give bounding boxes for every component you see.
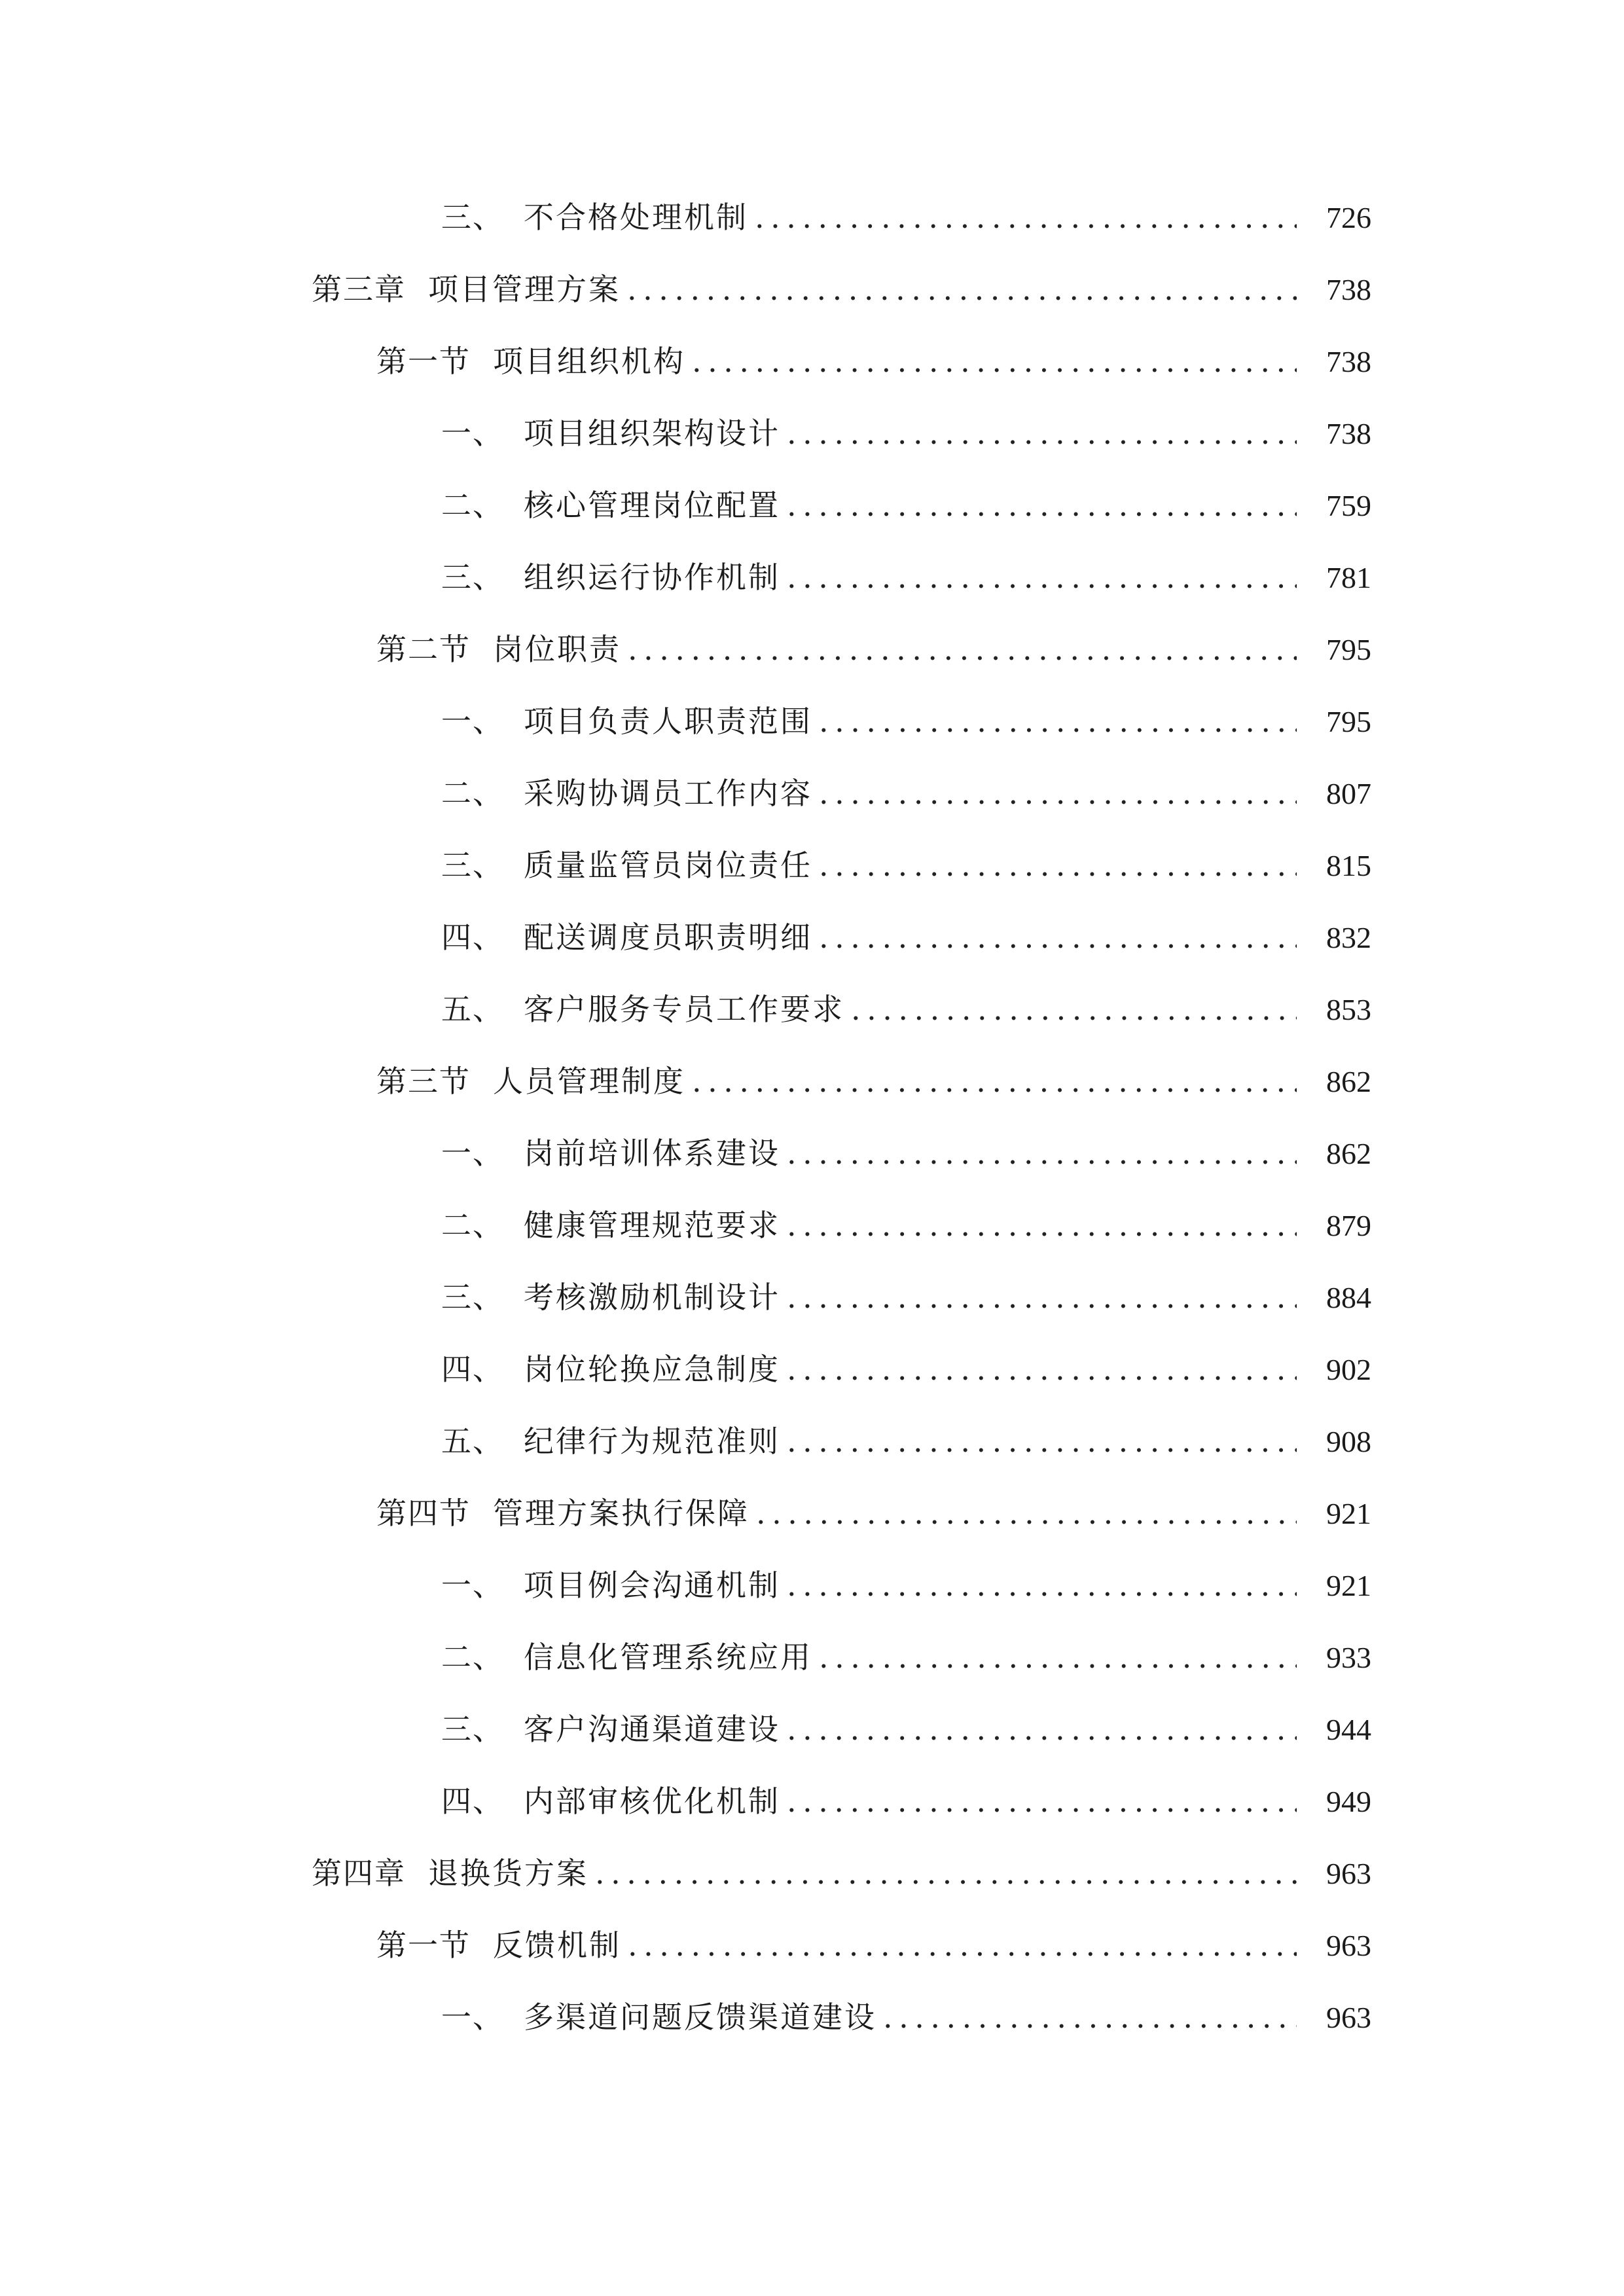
dot-leader	[787, 1703, 1297, 1755]
entry-number: 三、	[441, 200, 504, 235]
entry-number: 二、	[441, 1640, 504, 1675]
toc-entry[interactable]	[441, 767, 1371, 819]
entry-number: 第三章	[312, 272, 406, 307]
entry-page-number: 908	[1326, 1425, 1371, 1458]
toc-entry[interactable]	[441, 911, 1371, 963]
entry-number: 第四章	[312, 1856, 406, 1891]
dot-leader	[787, 1271, 1297, 1323]
entry-title: 信息化管理系统应用	[524, 1640, 812, 1675]
entry-page-number: 944	[1326, 1713, 1371, 1746]
entry-number: 四、	[441, 1352, 504, 1387]
dot-leader	[787, 551, 1297, 603]
entry-number: 一、	[441, 2000, 504, 2035]
entry-title: 项目组织机构	[493, 344, 685, 379]
entry-page-number: 738	[1326, 273, 1371, 306]
entry-title: 项目负责人职责范围	[524, 704, 812, 739]
entry-page-number: 781	[1326, 561, 1371, 594]
toc-entry[interactable]	[441, 407, 1371, 459]
entry-page-number: 949	[1326, 1785, 1371, 1818]
entry-title: 管理方案执行保障	[493, 1496, 749, 1531]
toc-entry[interactable]	[441, 1343, 1371, 1395]
entry-title: 项目组织架构设计	[524, 416, 780, 451]
entry-page-number: 884	[1326, 1281, 1371, 1314]
toc-entry[interactable]	[441, 1631, 1371, 1683]
entry-title: 不合格处理机制	[524, 200, 748, 235]
toc-entry[interactable]	[441, 1703, 1371, 1755]
toc-entry[interactable]	[376, 623, 1371, 675]
dot-leader	[692, 1055, 1297, 1107]
toc-entry[interactable]	[441, 479, 1371, 531]
entry-title: 内部审核优化机制	[524, 1784, 780, 1819]
entry-number: 一、	[441, 1568, 504, 1603]
entry-title: 岗位职责	[493, 632, 621, 667]
entry-title: 质量监管员岗位责任	[524, 848, 812, 883]
dot-leader	[628, 1919, 1297, 1971]
toc-entry[interactable]	[441, 839, 1371, 891]
entry-number: 一、	[441, 704, 504, 739]
entry-title: 客户沟通渠道建设	[524, 1712, 780, 1747]
entry-title: 配送调度员职责明细	[524, 920, 812, 955]
toc-entry[interactable]	[441, 1991, 1371, 2043]
entry-number: 第二节	[376, 632, 471, 667]
dot-leader	[883, 1991, 1297, 2043]
entry-number: 第四节	[376, 1496, 471, 1531]
dot-leader	[787, 1127, 1297, 1179]
entry-title: 考核激励机制设计	[524, 1280, 780, 1315]
entry-number: 四、	[441, 1784, 504, 1819]
entry-page-number: 963	[1326, 2001, 1371, 2034]
entry-page-number: 902	[1326, 1353, 1371, 1386]
entry-title: 项目管理方案	[428, 272, 621, 307]
entry-page-number: 862	[1326, 1065, 1371, 1098]
dot-leader	[755, 191, 1297, 243]
entry-page-number: 853	[1326, 993, 1371, 1026]
dot-leader	[787, 1343, 1297, 1395]
entry-title: 项目例会沟通机制	[524, 1568, 780, 1603]
toc-entry[interactable]	[441, 191, 1371, 243]
toc-entry[interactable]	[441, 1415, 1371, 1467]
entry-title: 人员管理制度	[493, 1064, 685, 1099]
entry-number: 第三节	[376, 1064, 471, 1099]
entry-page-number: 832	[1326, 921, 1371, 954]
entry-page-number: 879	[1326, 1209, 1371, 1242]
toc-entry[interactable]	[441, 983, 1371, 1035]
entry-page-number: 795	[1326, 633, 1371, 666]
entry-title: 退换货方案	[428, 1856, 588, 1891]
dot-leader	[787, 1415, 1297, 1467]
toc-entry[interactable]	[376, 335, 1371, 387]
entry-number: 三、	[441, 1280, 504, 1315]
entry-title: 组织运行协作机制	[524, 560, 780, 595]
entry-page-number: 726	[1326, 201, 1371, 234]
dot-leader	[819, 695, 1297, 747]
entry-page-number: 738	[1326, 345, 1371, 378]
dot-leader	[787, 1199, 1297, 1251]
entry-title: 反馈机制	[493, 1928, 621, 1963]
entry-page-number: 921	[1326, 1497, 1371, 1530]
toc-entry[interactable]	[441, 1199, 1371, 1251]
entry-page-number: 815	[1326, 849, 1371, 882]
entry-page-number: 807	[1326, 777, 1371, 810]
toc-entry[interactable]	[312, 263, 1371, 315]
dot-leader	[627, 263, 1297, 315]
entry-title: 岗前培训体系建设	[524, 1136, 780, 1171]
entry-number: 一、	[441, 1136, 504, 1171]
entry-page-number: 738	[1326, 417, 1371, 450]
entry-number: 三、	[441, 1712, 504, 1747]
toc-entry[interactable]	[441, 551, 1371, 603]
entry-page-number: 795	[1326, 705, 1371, 738]
entry-number: 第一节	[376, 344, 471, 379]
entry-page-number: 921	[1326, 1569, 1371, 1602]
entry-number: 二、	[441, 776, 504, 811]
entry-page-number: 862	[1326, 1137, 1371, 1170]
dot-leader	[595, 1847, 1297, 1899]
entry-number: 三、	[441, 848, 504, 883]
entry-page-number: 963	[1326, 1929, 1371, 1962]
entry-number: 五、	[441, 992, 504, 1027]
dot-leader	[851, 983, 1297, 1035]
entry-title: 健康管理规范要求	[524, 1208, 780, 1243]
dot-leader	[787, 407, 1297, 459]
dot-leader	[819, 1631, 1297, 1683]
dot-leader	[628, 623, 1297, 675]
entry-page-number: 759	[1326, 489, 1371, 522]
dot-leader	[692, 335, 1297, 387]
dot-leader	[756, 1487, 1297, 1539]
dot-leader	[819, 839, 1297, 891]
entry-number: 二、	[441, 1208, 504, 1243]
dot-leader	[787, 1559, 1297, 1611]
entry-number: 二、	[441, 488, 504, 523]
toc-entry[interactable]	[441, 1271, 1371, 1323]
toc-entry[interactable]	[441, 1559, 1371, 1611]
dot-leader	[819, 911, 1297, 963]
dot-leader	[819, 767, 1297, 819]
entry-number: 四、	[441, 920, 504, 955]
entry-page-number: 963	[1326, 1857, 1371, 1890]
entry-number: 一、	[441, 416, 504, 451]
entry-title: 客户服务专员工作要求	[524, 992, 844, 1027]
entry-number: 三、	[441, 560, 504, 595]
toc-entry[interactable]	[376, 1919, 1371, 1971]
entry-title: 岗位轮换应急制度	[524, 1352, 780, 1387]
entry-title: 采购协调员工作内容	[524, 776, 812, 811]
toc-entry[interactable]	[441, 1127, 1371, 1179]
entry-title: 多渠道问题反馈渠道建设	[524, 2000, 876, 2035]
toc-entry[interactable]	[376, 1055, 1371, 1107]
toc-entry[interactable]	[441, 695, 1371, 747]
entry-number: 五、	[441, 1424, 504, 1459]
dot-leader	[787, 1775, 1297, 1827]
dot-leader	[787, 479, 1297, 531]
toc-entry[interactable]	[376, 1487, 1371, 1539]
entry-title: 核心管理岗位配置	[524, 488, 780, 523]
entry-number: 第一节	[376, 1928, 471, 1963]
toc-entry[interactable]	[312, 1847, 1371, 1899]
entry-title: 纪律行为规范准则	[524, 1424, 780, 1459]
toc-entry[interactable]	[441, 1775, 1371, 1827]
entry-page-number: 933	[1326, 1641, 1371, 1674]
